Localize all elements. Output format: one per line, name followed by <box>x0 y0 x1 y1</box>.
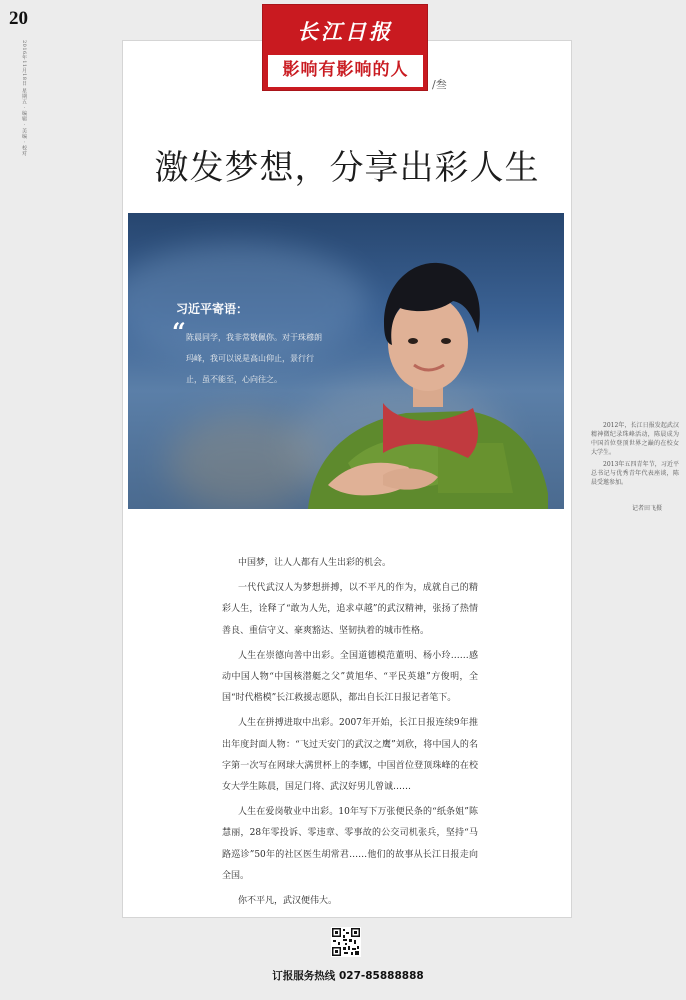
headline: 激发梦想，分享出彩人生 <box>154 148 540 188</box>
column-band <box>268 55 423 87</box>
body-paragraph: 人生在拼搏进取中出彩。2007年开始，长江日报连续9年推出年度封面人物：“飞过天安门的武汉之鹰”刘欣，将中国人的名字第一次写在网球大满贯杯上的李娜，中国首位登顶珠峰的在校女大学生陈晨，国足门将、武汉好男儿曾诚…… <box>222 718 478 793</box>
qr-code[interactable] <box>331 927 361 957</box>
body-paragraph: 中国梦，让人人都有人生出彩的机会。 <box>238 558 392 568</box>
article-body <box>222 553 478 916</box>
newspaper-name: 长江日报 <box>297 19 393 44</box>
body-paragraph: 人生在爱岗敬业中出彩。10年写下万张便民条的“纸条姐”陈慧丽，28年零投诉、零违章、零事故的公交司机张兵，坚持“马路巡诊”50年的社区医生胡常君……他们的故事从长江日报走向全国。 <box>222 807 478 881</box>
person-figure <box>288 253 548 509</box>
photo-credit: 记者田飞摄 <box>632 505 663 512</box>
quote-mark: “ <box>172 317 186 346</box>
caption-paragraph: 2012年，长江日报发起武汉精神微纪录珠峰活动，陈晨成为中国首位登顶世界之巅的在校女大学生。 <box>591 422 679 456</box>
quote-text: 陈晨同学，我非常敬佩你。对于珠穆朗玛峰，我可以说是高山仰止，景行行止，虽不能至，心向往之。 <box>186 333 322 384</box>
masthead <box>262 4 428 91</box>
edition-meta: 2016年11月18日 星期五 · 编辑 · 美编 · 校对 <box>21 40 27 157</box>
subscription-hotline: 订报服务热线 027-85888888 <box>272 970 424 982</box>
column-title: 影响有影响的人 <box>282 60 409 80</box>
series-marker: /叁 <box>432 78 447 91</box>
body-paragraph: 人生在崇德向善中出彩。全国道德模范董明、杨小玲……感动中国人物“中国核潜艇之父”黄旭华、“平民英雄”方俊明，全国“时代楷模”长江救援志愿队，都出自长江日报记者笔下。 <box>222 650 478 704</box>
quote-label: 习近平寄语： <box>176 302 249 316</box>
photo-caption <box>591 421 679 490</box>
caption-paragraph: 2013年五四青年节，习近平总书记与优秀青年代表座谈，陈晨受邀参加。 <box>591 461 679 486</box>
body-paragraph: 你不平凡，武汉便伟大。 <box>238 896 338 907</box>
page-number: 20 <box>9 8 28 29</box>
body-paragraph: 一代代武汉人为梦想拼搏，以不平凡的作为，成就自己的精彩人生，诠释了“敢为人先，追求卓越”的武汉精神，张扬了热情善良、重信守义、豪爽豁达、坚韧执着的城市性格。 <box>222 583 478 636</box>
